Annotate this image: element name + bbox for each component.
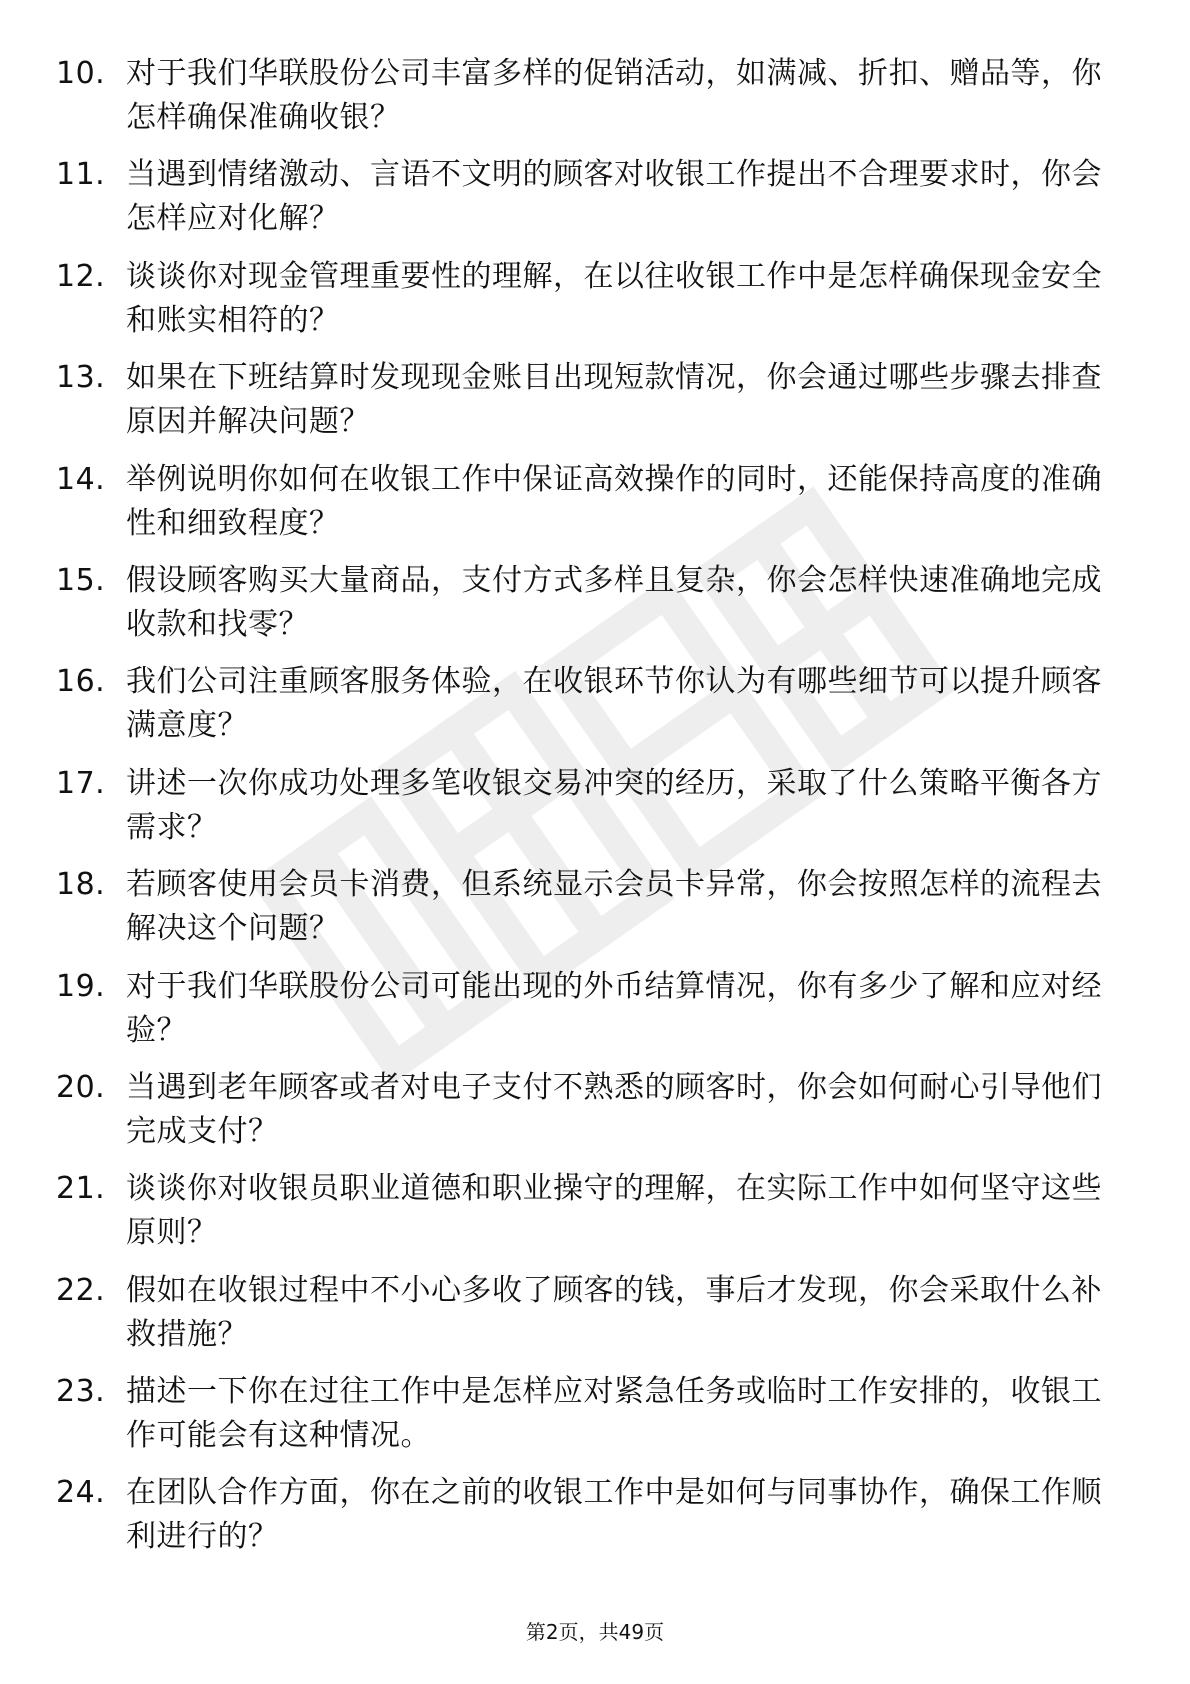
question-number: 23. bbox=[56, 1374, 106, 1410]
question-item bbox=[56, 1370, 1116, 1471]
question-item bbox=[56, 762, 1116, 863]
question-text: 在团队合作方面，你在之前的收银工作中是如何与同事协作，确保工作顺利进行的？ bbox=[126, 1475, 1102, 1555]
question-number: 14. bbox=[56, 461, 106, 497]
question-text: 对于我们华联股份公司可能出现的外币结算情况，你有多少了解和应对经验？ bbox=[126, 968, 1102, 1048]
question-item bbox=[56, 52, 1116, 153]
question-text: 当遇到情绪激动、言语不文明的顾客对收银工作提出不合理要求时，你会怎样应对化解？ bbox=[126, 157, 1102, 237]
question-text: 讲述一次你成功处理多笔收银交易冲突的经历，采取了什么策略平衡各方需求？ bbox=[126, 765, 1102, 845]
question-number: 19. bbox=[56, 968, 106, 1004]
question-number: 17. bbox=[56, 765, 106, 801]
question-text: 对于我们华联股份公司丰富多样的促销活动，如满减、折扣、赠品等，你怎样确保准确收银？ bbox=[126, 56, 1102, 135]
question-number: 11. bbox=[56, 157, 106, 193]
question-number: 20. bbox=[56, 1069, 106, 1105]
question-item bbox=[56, 660, 1116, 761]
question-text: 当遇到老年顾客或者对电子支付不熟悉的顾客时，你会如何耐心引导他们完成支付？ bbox=[126, 1069, 1102, 1149]
question-text: 谈谈你对现金管理重要性的理解，在以往收银工作中是怎样确保现金安全和账实相符的？ bbox=[126, 258, 1102, 338]
question-text: 我们公司注重顾客服务体验，在收银环节你认为有哪些细节可以提升顾客满意度？ bbox=[126, 664, 1102, 744]
question-text: 谈谈你对收银员职业道德和职业操守的理解，在实际工作中如何坚守这些原则？ bbox=[126, 1171, 1102, 1251]
question-number: 21. bbox=[56, 1171, 106, 1207]
question-item bbox=[56, 356, 1116, 457]
question-number: 15. bbox=[56, 562, 106, 598]
question-number: 22. bbox=[56, 1272, 106, 1308]
question-number: 16. bbox=[56, 664, 106, 700]
question-text: 假如在收银过程中不小心多收了顾客的钱，事后才发现，你会采取什么补救措施？ bbox=[126, 1272, 1102, 1352]
question-list bbox=[56, 52, 1116, 1573]
question-text: 假设顾客购买大量商品，支付方式多样且复杂，你会怎样快速准确地完成收款和找零？ bbox=[126, 562, 1102, 642]
question-item bbox=[56, 1066, 1116, 1167]
question-item bbox=[56, 1269, 1116, 1370]
question-number: 12. bbox=[56, 258, 106, 294]
question-number: 18. bbox=[56, 867, 106, 903]
question-number: 10. bbox=[56, 56, 106, 91]
question-text: 描述一下你在过往工作中是怎样应对紧急任务或临时工作安排的，收银工作可能会有这种情况。 bbox=[126, 1374, 1102, 1454]
question-number: 13. bbox=[56, 360, 106, 396]
question-text: 如果在下班结算时发现现金账目出现短款情况，你会通过哪些步骤去排查原因并解决问题？ bbox=[126, 360, 1102, 440]
question-item bbox=[56, 1471, 1116, 1572]
question-item bbox=[56, 559, 1116, 660]
question-number: 24. bbox=[56, 1475, 106, 1511]
question-text: 举例说明你如何在收银工作中保证高效操作的同时，还能保持高度的准确性和细致程度？ bbox=[126, 461, 1102, 541]
question-item bbox=[56, 1167, 1116, 1268]
question-item bbox=[56, 153, 1116, 254]
question-item bbox=[56, 458, 1116, 559]
question-item bbox=[56, 255, 1116, 356]
question-item bbox=[56, 965, 1116, 1066]
page-footer: 第2页，共49页 bbox=[525, 1620, 665, 1644]
question-item bbox=[56, 863, 1116, 964]
question-text: 若顾客使用会员卡消费，但系统显示会员卡异常，你会按照怎样的流程去解决这个问题？ bbox=[126, 867, 1102, 947]
